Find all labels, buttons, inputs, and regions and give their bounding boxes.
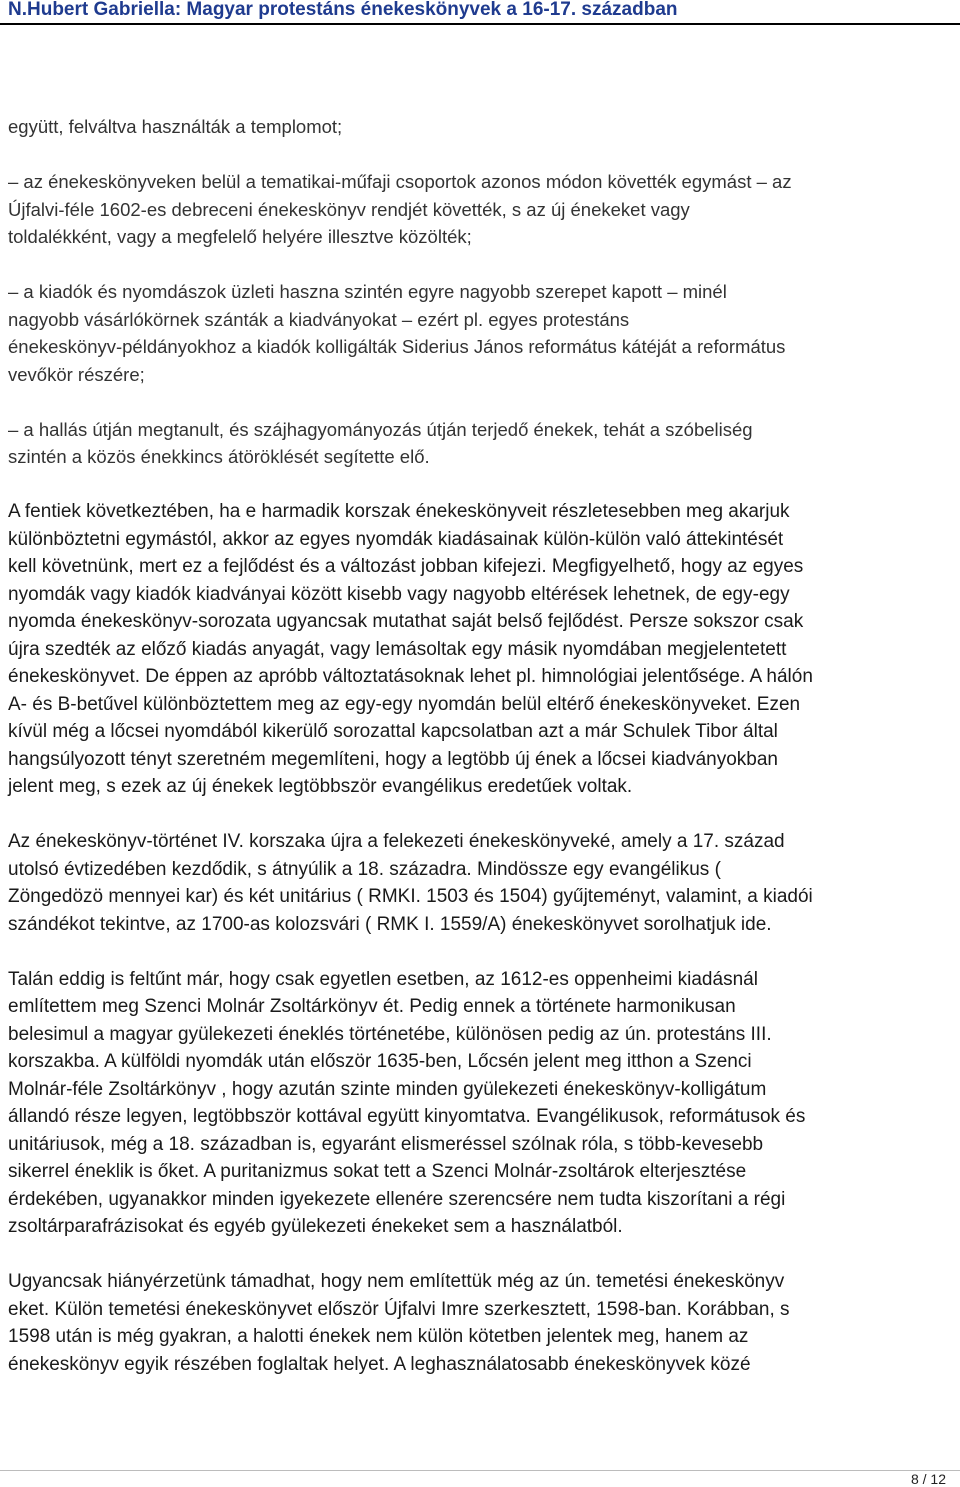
text-line: vevőkör részére;	[8, 363, 145, 385]
text-line: unitáriusok, még a 18. században is, egyaránt elismeréssel szólnak róla, s több-kevesebb	[8, 1133, 764, 1155]
text-line: – a hallás útján megtanult, és szájhagyományozás útján terjedő énekek, tehát a szóbeliség	[8, 418, 753, 440]
paragraph-gap	[8, 388, 952, 416]
text-line: 1598 után is még gyakran, a halotti énekek nem külön kötetben jelentek meg, hanem az	[8, 1326, 749, 1347]
text-line: Talán eddig is feltűnt már, hogy csak egyetlen esetben, az 1612-es oppenheimi kiadásnál	[8, 968, 758, 990]
paragraph-6	[8, 828, 952, 938]
paragraph-gap	[8, 801, 952, 829]
text-line: különböztetni egymástól, akkor az egyes nyomdák kiadásainak külön-külön való áttekintését	[8, 528, 784, 550]
paragraph-7	[8, 966, 952, 1241]
text-line: Ugyancsak hiányérzetünk támadhat, hogy nem említettük még az ún. temetési énekeskönyv	[8, 1271, 785, 1292]
paragraph-gap	[8, 938, 952, 966]
paragraph-2	[8, 168, 952, 251]
text-line: kívül még a lőcsei nyomdából kikerülő sorozattal kapcsolatban azt a már Schulek Tibor által	[8, 721, 778, 742]
paragraph-gap	[8, 141, 952, 169]
paragraph-4	[8, 416, 952, 471]
text-line: Zöngedözö mennyei kar) és két unitárius ( RMKI. 1503 és 1504) gyűjteményt, valamint, a kiadói	[8, 886, 813, 907]
text-line: belesimul a magyar gyülekezeti éneklés történetébe, különösen pedig az ún. protestáns III.	[8, 1023, 772, 1045]
text-line: – a kiadók és nyomdászok üzleti haszna szintén egyre nagyobb szerepet kapott – minél	[8, 281, 727, 302]
paragraph-gap	[8, 1241, 952, 1269]
paragraph-gap	[8, 471, 952, 499]
text-line: érdekében, ugyanakkor minden igyekezete ellenére szerencsére nem tudta kiszorítani a régi	[8, 1188, 786, 1210]
text-line: jelent meg, s ezek az új énekek legtöbbször evangélikus eredetűek voltak.	[8, 776, 633, 797]
text-line: énekeskönyv-példányokhoz a kiadók kolligálták Siderius János református kátéját a református	[8, 336, 786, 357]
text-line: Újfalvi-féle 1602-es debreceni énekeskönyv rendjét követték, s az új énekeket vagy	[8, 198, 690, 220]
text-line: szintén a közös énekkincs átöröklését segítette elő.	[8, 446, 430, 467]
paragraph-1	[8, 113, 952, 141]
text-line: állandó része legyen, legtöbbször kottával együtt kinyomtatva. Evangélikusok, reformátusok és	[8, 1106, 806, 1127]
text-line: A fentiek következtében, ha e harmadik korszak énekeskönyveit részletesebben meg akarjuk	[8, 501, 790, 522]
text-line: eket. Külön temetési énekeskönyvet először Újfalvi Imre szerkesztett, 1598-ban. Korábban, s	[8, 1298, 790, 1320]
text-line: nagyobb vásárlókörnek szánták a kiadványokat – ezért pl. egyes protestáns	[8, 308, 630, 330]
text-line: toldalékként, vagy a megfelelő helyére illesztve közölték;	[8, 226, 472, 247]
text-line: Molnár-féle Zsoltárkönyv , hogy azután szinte minden gyülekezeti énekeskönyv-kolligátum	[8, 1078, 767, 1100]
text-line: utolsó évtizedében kezdődik, s átnyúlik a 18. századra. Mindössze egy evangélikus (	[8, 858, 721, 880]
text-line: nyomdák vagy kiadók kiadványai között kisebb vagy nagyobb eltérések lehetnek, de egy-egy	[8, 583, 790, 605]
footer-divider	[0, 1470, 960, 1471]
text-line: zsoltárparafrázisokat és egyéb gyülekezeti énekeket sem a használatból.	[8, 1216, 623, 1237]
paragraph-8	[8, 1268, 952, 1378]
text-line: A- és B-betűvel különböztettem meg az egy-egy nyomdán belül eltérő énekeskönyveket. Ezen	[8, 693, 801, 715]
paragraph-gap	[8, 251, 952, 279]
text-line: korszakba. A külföldi nyomdák után először 1635-ben, Lőcsén jelent meg itthon a Szenci	[8, 1051, 752, 1072]
header-divider	[0, 23, 960, 25]
text-line: együtt, felváltva használták a templomot;	[8, 116, 343, 137]
text-line: énekeskönyv egyik részében foglaltak helyet. A leghasználatosabb énekeskönyvek közé	[8, 1353, 751, 1375]
text-line: nyomda énekeskönyv-sorozata ugyancsak mutathat saját belső fejlődést. Persze sokszor csak	[8, 611, 804, 632]
page-number: 8 / 12	[910, 1471, 946, 1487]
document-body	[8, 113, 952, 1378]
text-line: hangsúlyozott tényt szeretném megemlíteni, hogy a legtöbb új ének a lőcsei kiadványokban	[8, 748, 778, 770]
text-line: szándékot tekintve, az 1700-as kolozsvári ( RMK I. 1559/A) énekeskönyvet sorolhatjuk ide.	[8, 913, 772, 935]
text-line: kell követnünk, mert ez a fejlődést és a változást jobban kifejezi. Megfigyelhető, hogy az egyes	[8, 556, 804, 577]
paragraph-3	[8, 278, 952, 388]
text-line: – az énekeskönyveken belül a tematikai-műfaji csoportok azonos módon követték egymást – az	[8, 171, 792, 192]
text-line: Az énekeskönyv-történet IV. korszaka újra a felekezeti énekeskönyveké, amely a 17. század	[8, 831, 785, 852]
text-line: sikerrel éneklik is őket. A puritanizmus sokat tett a Szenci Molnár-zsoltárok elterjesztése	[8, 1161, 747, 1182]
document-running-title: N.Hubert Gabriella: Magyar protestáns énekeskönyvek a 16-17. században	[8, 0, 678, 20]
text-line: énekeskönyvet. De éppen az apróbb változtatásoknak lehet pl. himnológiai jelentősége. A hálón	[8, 666, 813, 687]
text-line: újra szedték az előző kiadás anyagát, vagy lemásoltak egy másik nyomdában megjelentetett	[8, 638, 787, 660]
text-line: említettem meg Szenci Molnár Zsoltárkönyv ét. Pedig ennek a története harmonikusan	[8, 996, 736, 1017]
paragraph-5	[8, 498, 952, 801]
